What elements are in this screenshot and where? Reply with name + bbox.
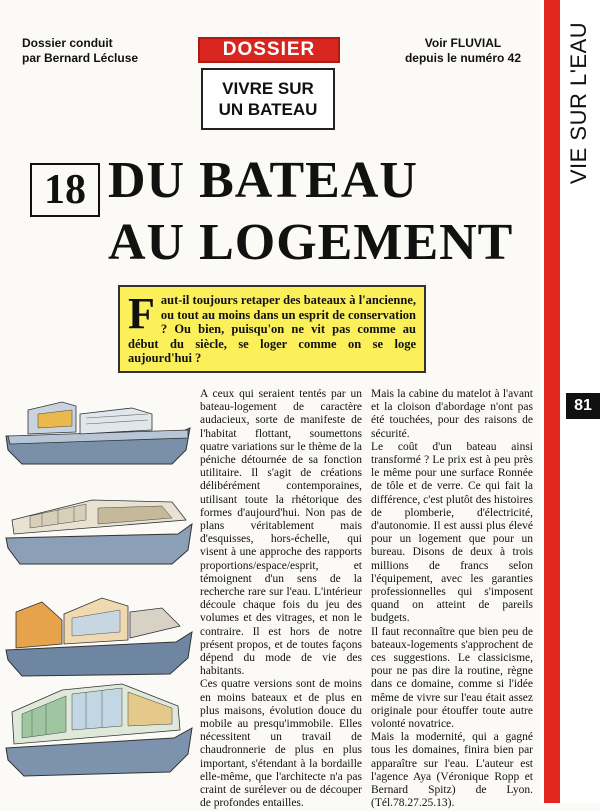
intro-box — [118, 285, 426, 373]
section-label — [566, 8, 592, 198]
article-column-1 — [200, 388, 362, 811]
paragraph: Ces quatre versions sont de moins en moins bateaux et de plus en plus maisons, évolution douce du mobile au presqu'immobile. Elles nécessitent un travail de chaudronnerie de plus en plus important, s'étendant à la bordaille elle-même, que l'architecte n'a pas craint de surélever ou de découper de profondes entailles. — [200, 678, 362, 810]
credit-line-1: Dossier conduit — [22, 36, 113, 50]
barge-sketch-1 — [6, 402, 190, 464]
paragraph: Il faut reconnaître que bien peu de bateaux-logements s'approchent de ces suggestions. Le classicisme, pour ne pas dire la routine, règne dans ce domaine, comme si l'idée même de vivre sur l'eau était assez originale pour étouffer toute autre volonté novatrice. — [371, 625, 533, 731]
barge-illustrations — [2, 388, 194, 793]
credit-line-2: par Bernard Lécluse — [22, 51, 139, 65]
series-reference — [398, 36, 528, 66]
title-line-1: DU BATEAU — [108, 152, 418, 209]
paragraph: A ceux qui seraient tentés par un bateau-logement de caractère audacieux, sorte de manifeste de l'habitat flottant, soumettons quatre variations sur le thème de la péniche détournée de sa fonction utilitaire. Il s'agit de créations délibérément contemporaines, utilisant toute la rhétorique des formes d'aujourd'hui. Non pas de plans véritablement mais d'esquisses, hors-échelle, qui visent à une approche des rapports proportions/espace/esprit, et témoignent d'un sens de la recherche rare sur l'eau. L'intérieur découle chaque fois du jeu des volumes et des vitrages, et non le contraire. Il est hors de notre présent propos, et de toutes façons dépend du mode de vie des habitants. — [200, 388, 362, 678]
article-number: 18 — [30, 163, 100, 217]
barge-sketch-2 — [6, 500, 192, 564]
title-line-2: AU LOGEMENT — [108, 214, 514, 271]
reference-line-2: depuis le numéro 42 — [404, 51, 522, 65]
red-margin-bar — [544, 0, 560, 803]
barge-sketch-4 — [6, 684, 192, 776]
dossier-credit — [22, 36, 138, 66]
subtitle-line-2: UN BATEAU — [218, 100, 318, 119]
reference-line-1: Voir FLUVIAL — [424, 36, 502, 50]
barge-sketch-3 — [6, 598, 192, 676]
page-number: 81 — [566, 393, 600, 419]
drop-cap: F — [128, 289, 155, 338]
article-column-2 — [371, 388, 533, 811]
intro-text: aut-il toujours retaper des bateaux à l'ancienne, ou tout au moins dans un esprit de conservation ? Ou bien, puisqu'on ne vit pas comme au début du siècle, se loger comme on se loge aujourd'hui ? — [128, 293, 416, 365]
paragraph: Mais la modernité, qui a gagné tous les domaines, finira bien par apparaître sur l'eau. L'auteur est l'agence Aya (Véronique Ropp et Bernard Spitz) de Lyon. (Tél.78.27.25.13). — [371, 731, 533, 810]
paragraph: Mais la cabine du matelot à l'avant et la cloison d'abordage n'ont pas été touchées, pour des raisons de sécurité. — [371, 388, 533, 440]
article-title — [108, 150, 528, 274]
dossier-subtitle — [201, 68, 335, 130]
section-label-text: VIE SUR L'EAU — [566, 21, 591, 185]
subtitle-line-1: VIVRE SUR — [222, 79, 314, 98]
dossier-tag: DOSSIER — [198, 37, 340, 63]
paragraph: Le coût d'un bateau ainsi transformé ? Le prix est à peu près le même pour une surface Ronnée de tôle et de verre. Ce qui fait la différence, c'est plutôt des histoires de plomberie, d'électricité, d'autonomie. Il est aussi plus élevé pour un logement que pour un bureau. Disons de deux à trois millions de francs selon l'équipement, avec les garanties professionnelles qui s'imposent quand on atteint de pareils budgets. — [371, 440, 533, 625]
